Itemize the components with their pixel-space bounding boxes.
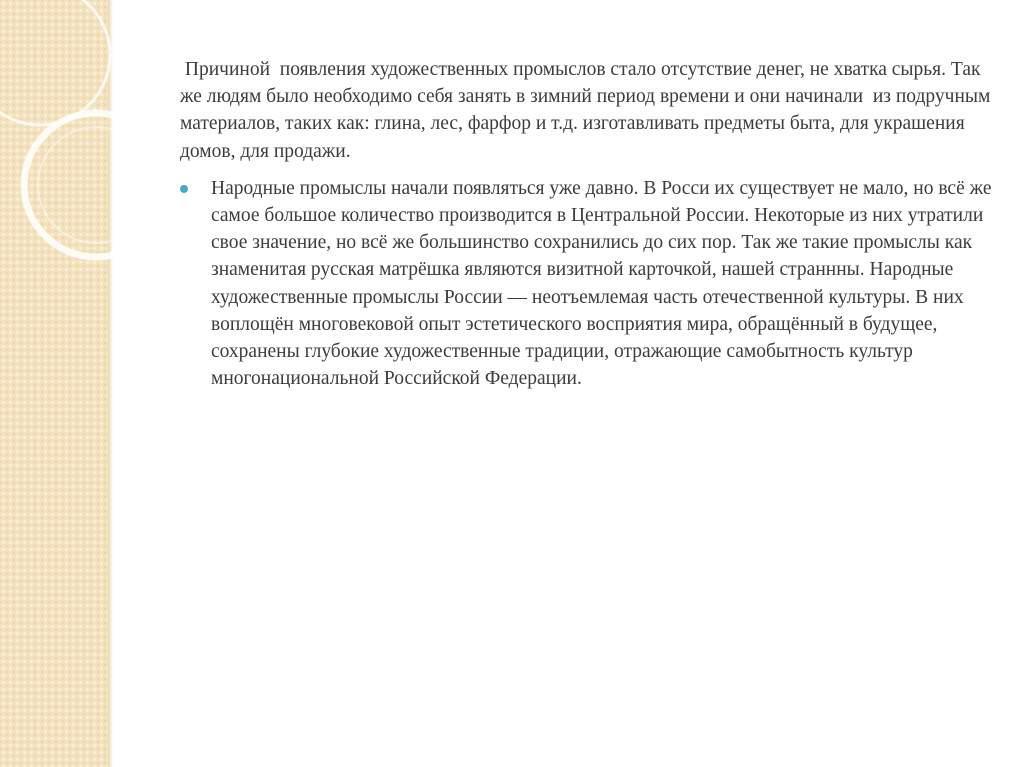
bullet-dot-icon bbox=[180, 185, 188, 193]
decorative-rings-graphic bbox=[0, 0, 160, 320]
intro-paragraph: Причиной появления художественных промыслов стало отсутствие денег, не хватка сырья. Так же людям было необходимо себя занять в зимний период времени и они начинали из подручным материалов, таких как: глина, лес, фарфор и т.д. изготавливать предметы быта, для украшения домов, для продажи. bbox=[180, 59, 996, 162]
slide-body bbox=[180, 56, 1000, 392]
bullet-paragraph: Народные промыслы начали появляться уже давно. В Росси их существует не мало, но всё же самое большое количество производится в Центральной России. Некоторые из них утратили свое значение, но всё же большинство сохранились до сих пор. Так же такие промыслы как знаменитая русская матрёшка являются визитной карточкой, нашей страннны. Народные художественные промыслы России — неотъемлемая часть отечественной культуры. В них воплощён многовековой опыт эстетического восприятия мира, обращённый в будущее, сохранены глубокие художественные традиции, отражающие самобытность культур многонациональной Российской Федерации. bbox=[211, 177, 992, 390]
bullet-list-item bbox=[180, 175, 1000, 393]
